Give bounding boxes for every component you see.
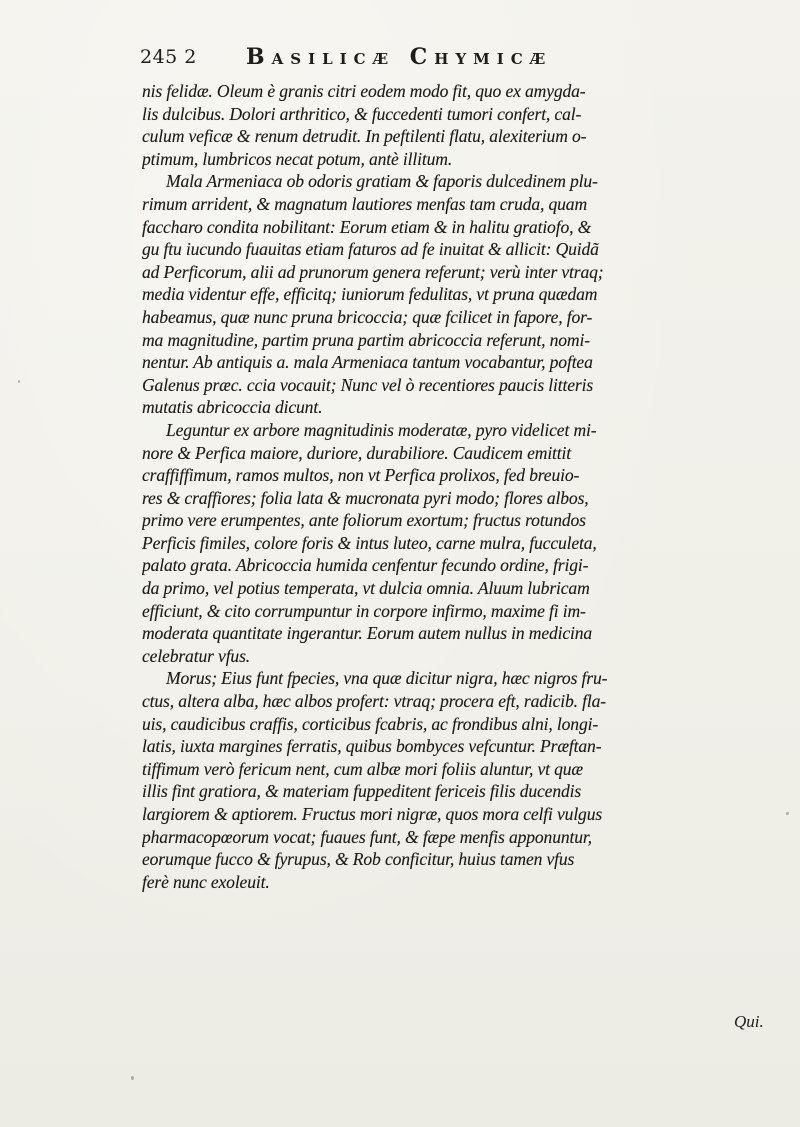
text-line: mutatis abricoccia dicunt. (142, 397, 323, 418)
text-line: gu ftu iucundo fuauitas etiam faturos ad fe inuitat & allicit: Quidã (142, 239, 599, 260)
text-line: eorumque fucco & fyrupus, & Rob conficitur, huius tamen vfus (142, 849, 575, 870)
text-line: ma magnitudine, partim pruna partim abricoccia referunt, nomi- (142, 329, 590, 350)
text-line: ctus, altera alba, hæc albos profert: vtraq; procera eft, radicib. fla- (142, 691, 607, 712)
text-line: Perficis fimiles, colore foris & intus luteo, carne mulra, fucculeta, (142, 532, 597, 553)
text-line: ad Perficorum, alii ad prunorum genera referunt; verù inter vtraq; (142, 261, 604, 282)
text-line: ptimum, lumbricos necat potum, antè illitum. (142, 148, 453, 169)
text-line: nis felidæ. Oleum è granis citri eodem modo fit, quo ex amygda- (142, 81, 586, 101)
text-line: lis dulcibus. Dolori arthritico, & fuccedenti tumori confert, cal- (142, 103, 582, 124)
text-line: latis, iuxta margines ferratis, quibus bombyces vefcuntur. Præftan- (142, 736, 602, 757)
text-line: ferè nunc exoleuit. (142, 871, 270, 892)
text-line: illis fint gratiora, & materiam fuppeditent fericeis filis ducendis (142, 781, 582, 802)
text-line: nore & Perfica maiore, duriore, durabiliore. Caudicem emittit (142, 442, 572, 463)
running-title: Basilicæ Chymicæ (246, 44, 553, 70)
body-text (142, 80, 774, 893)
text-line: craffiffimum, ramos multos, non vt Perfica prolixos, fed breuio- (142, 465, 580, 486)
catchword: Qui. (734, 1012, 764, 1031)
text-line: culum veficæ & renum detrudit. In peftilenti flatu, alexiterium o- (142, 126, 587, 147)
paper-speck (786, 812, 789, 815)
paragraph-start-line: Morus; Eius funt fpecies, vna quæ dicitur nigra, hæc nigros fru- (166, 668, 608, 689)
text-line: faccharo condita nobilitant: Eorum etiam & in halitu gratiofo, & (142, 216, 592, 237)
text-line: largiorem & aptiorem. Fructus mori nigræ, quos mora celfi vulgus (142, 804, 603, 824)
text-line: efficiunt, & cito corrumpuntur in corpore infirmo, maxime fi im- (142, 600, 586, 621)
text-line: moderata quantitate ingerantur. Eorum autem nullus in medicina (142, 623, 593, 644)
page-number: 245 2 (140, 46, 197, 68)
text-line: media videntur effe, efficitq; iuniorum fedulitas, vt pruna quædam (142, 284, 598, 305)
text-line: tiffimum verò fericum nent, cum albæ mori foliis aluntur, vt quæ (142, 758, 583, 779)
text-line: habeamus, quæ nunc pruna bricoccia; quæ fcilicet in fapore, for- (142, 306, 593, 327)
text-line: pharmacopœorum vocat; fuaues funt, & fæpe menfis apponuntur, (142, 826, 592, 847)
text-line: celebratur vfus. (142, 645, 251, 666)
text-line: rimum arrident, & magnatum lautiores menfas tam cruda, quam (142, 193, 587, 214)
paragraph-start-line: Leguntur ex arbore magnitudinis moderatæ, pyro videlicet mi- (166, 419, 597, 440)
text-line: Galenus præc. ccia vocauit; Nunc vel ò recentiores paucis litteris (142, 374, 594, 395)
page-header (140, 44, 760, 78)
text-line: res & craffiores; folia lata & mucronata pyri modo; flores albos, (142, 487, 589, 508)
text-line: palato grata. Abricoccia humida cenfentur fecundo ordine, frigi- (142, 555, 589, 576)
text-line: uis, caudicibus craffis, corticibus fcabris, ac frondibus alni, longi- (142, 713, 599, 734)
text-line: da primo, vel potius temperata, vt dulcia omnia. Aluum lubricam (142, 578, 590, 599)
paper-speck (18, 380, 20, 383)
paper-speck (131, 1076, 134, 1080)
text-line: nentur. Ab antiquis a. mala Armeniaca tantum vocabantur, poftea (142, 352, 593, 373)
paragraph-start-line: Mala Armeniaca ob odoris gratiam & faporis dulcedinem plu- (166, 171, 598, 192)
text-line: primo vere erumpentes, ante foliorum exortum; fructus rotundos (142, 510, 586, 531)
